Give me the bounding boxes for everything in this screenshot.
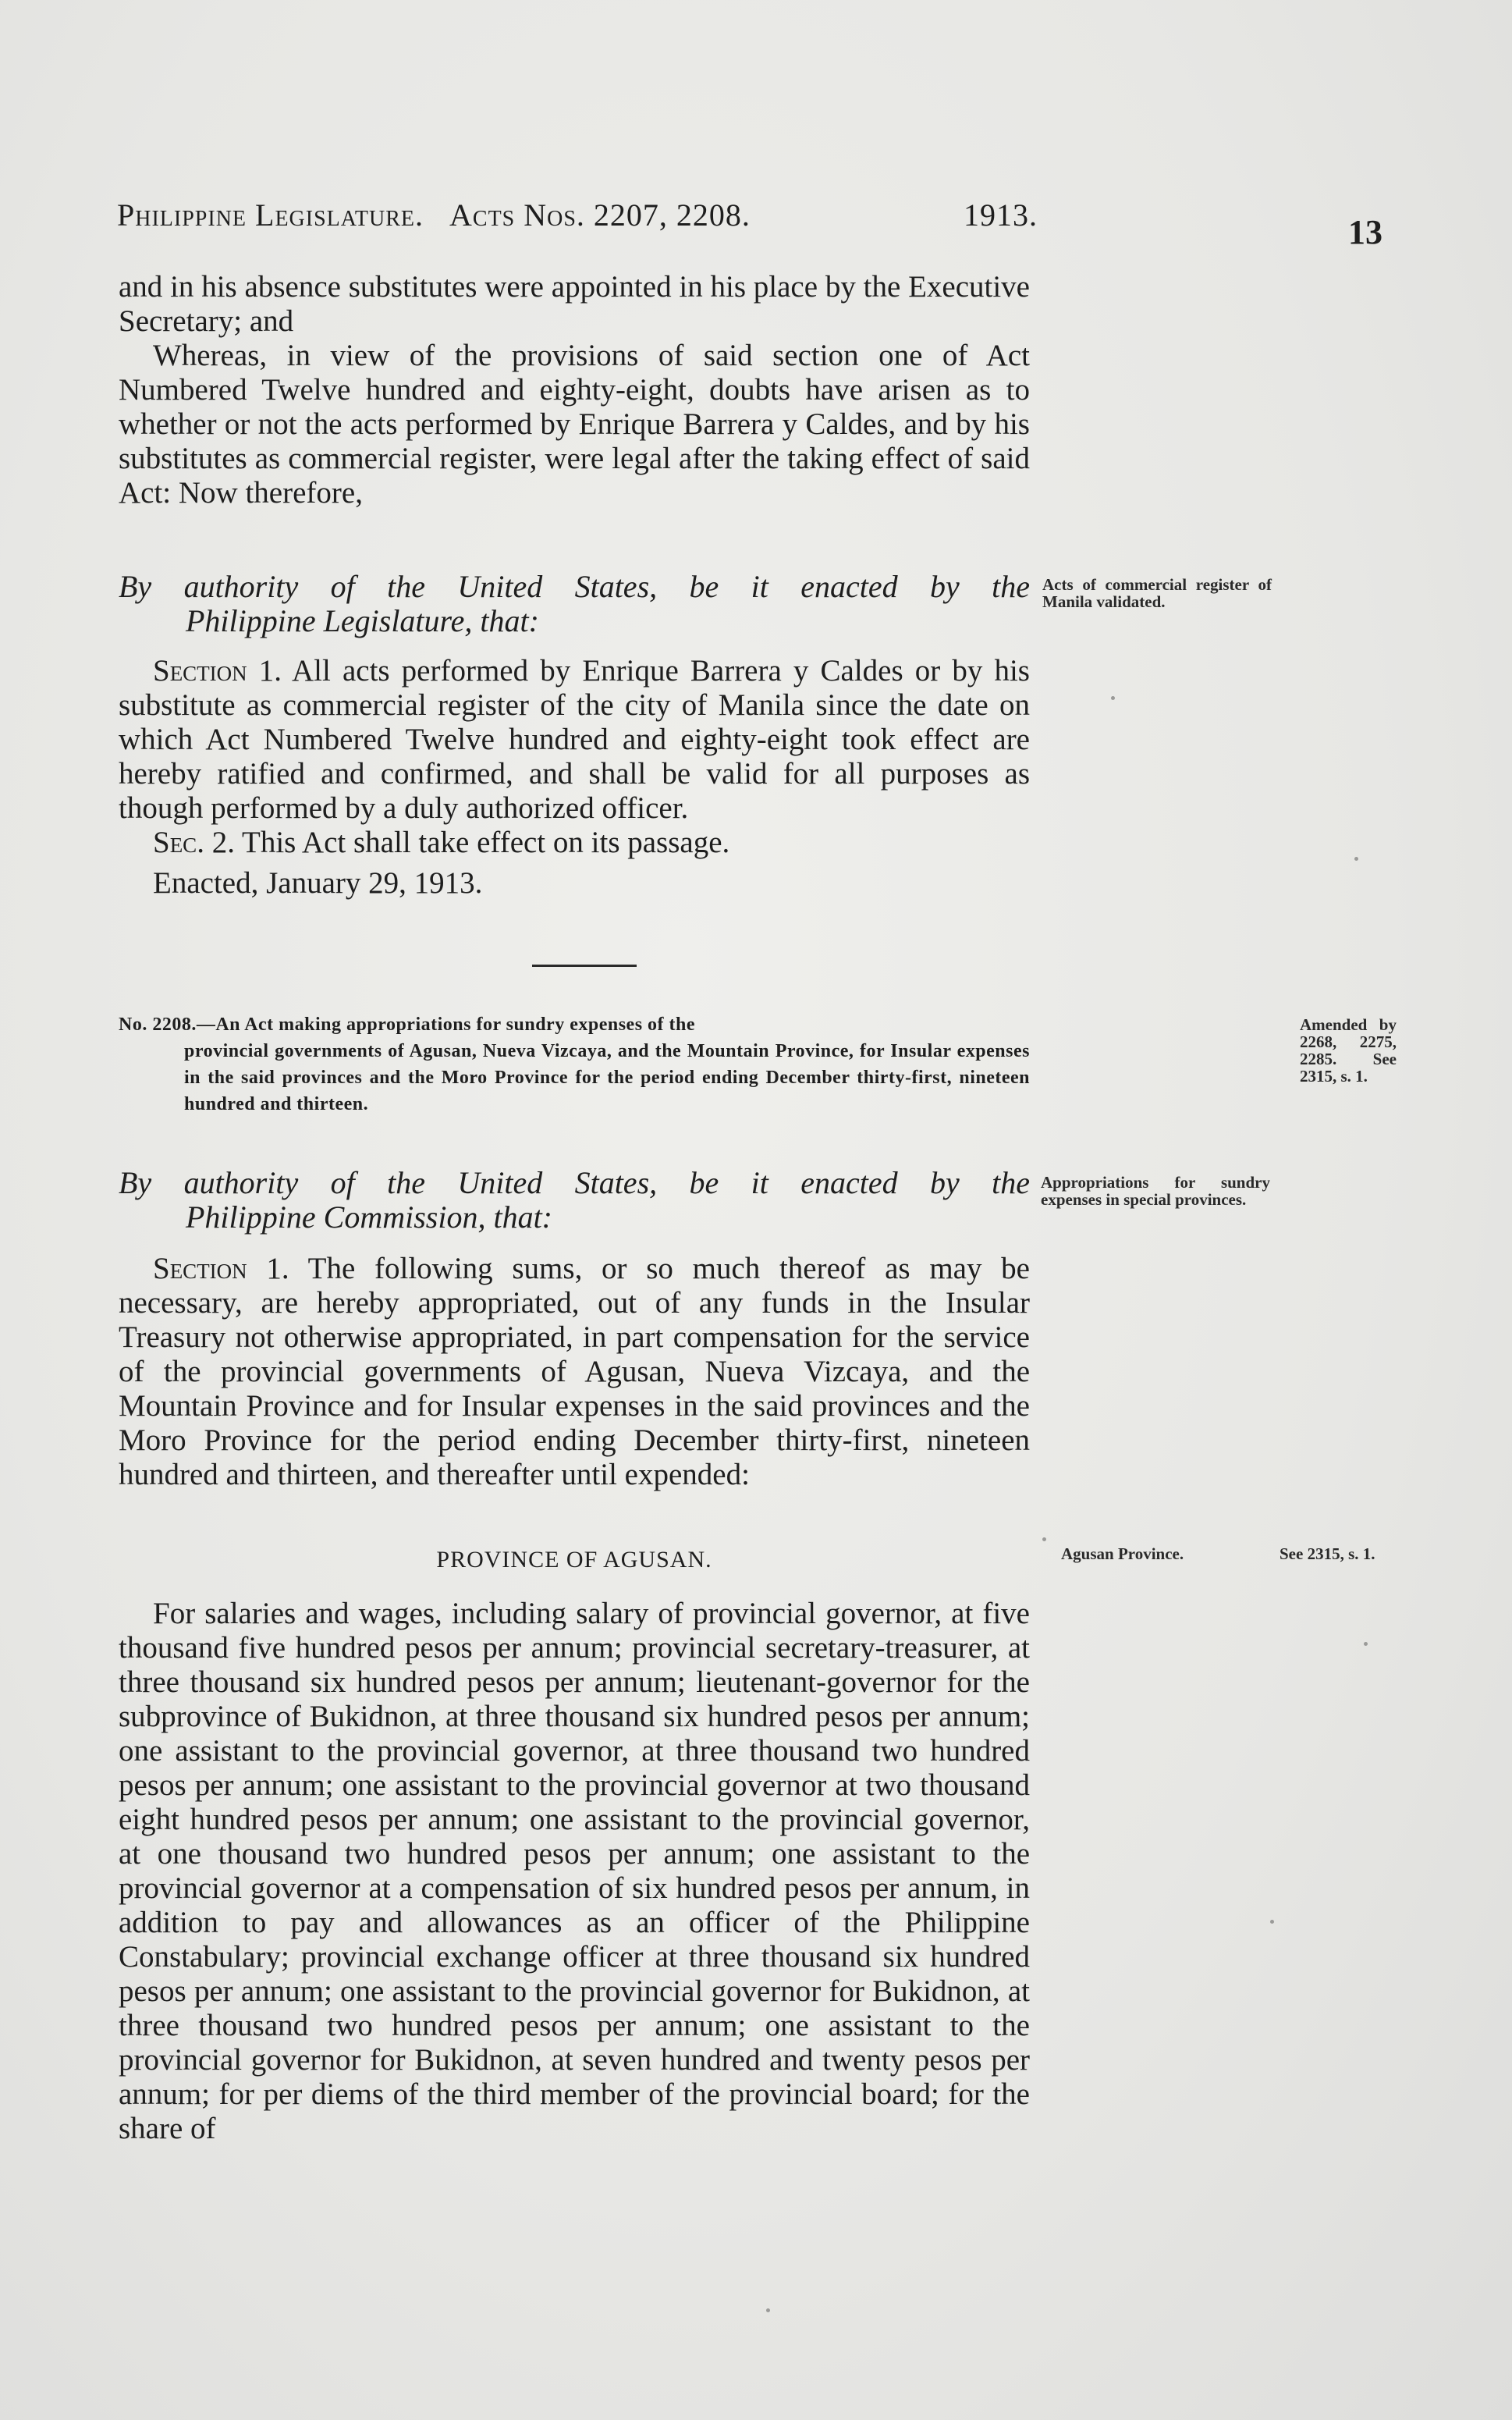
act-title-rest: provincial governments of Agusan, Nueva Vizcaya, and the Mountain Province, for Insular expenses in the said provinces and the Moro Province for the period ending December thirty-first, nineteen hundred and thirteen.	[184, 1041, 1030, 1114]
margin-note-appropriations: Appropriations for sundry expenses in special provinces.	[1041, 1173, 1270, 1209]
act-number: No. 2208.	[119, 1015, 197, 1035]
section-1-paragraph	[119, 654, 1030, 826]
act-2208-section-1-paragraph	[119, 1252, 1030, 1492]
enacted-date: Enacted, January 29, 1913.	[153, 866, 483, 900]
enacting-clause-2207	[119, 570, 1030, 638]
header-acts: Acts Nos. 2207, 2208.	[449, 197, 751, 233]
section-1-label: Section 1.	[153, 654, 282, 688]
margin-note-amended: Amended by 2268, 2275, 2285. See 2315, s. 1.	[1300, 1015, 1397, 1086]
act-2207-sections	[119, 654, 1030, 901]
header-year: 1913.	[964, 197, 1038, 233]
act-2208-title	[119, 1011, 1030, 1118]
enacting-clause-2208-line1: By authority of the United States, be it enacted by the	[119, 1165, 1030, 1200]
act-2207-preamble	[119, 270, 1030, 510]
enacting-clause-2208	[119, 1166, 1030, 1235]
section-2-label: Sec. 2.	[153, 826, 235, 859]
section-2-text: This Act shall take effect on its passage.	[242, 826, 730, 859]
margin-note-agusan: Agusan Province.	[1061, 1544, 1184, 1563]
salaries-paragraph: For salaries and wages, including salary of provincial governor, at five thousand five hundred pesos per annum; provincial secretary-treasurer, at three thousand six hundred pesos per annum; lieutenant-governor for the subprovince of Bukidnon, at three thousand six hundred pesos per annum; one assistant to the provincial governor, at three thousand two hundred pesos per annum; one assistant to the provincial governor at two thousand eight hundred pesos per annum; one assistant to the provincial governor, at one thousand two hundred pesos per annum; one assistant to the provincial governor at a compensation of six hundred pesos per annum, in addition to pay and allowances as an officer of the Philippine Constabulary; provincial exchange officer at three thousand six hundred pesos per annum; one assistant to the provincial governor for Bukidnon, at three thousand two hundred pesos per annum; one assistant to the provincial governor for Bukidnon, at seven hundred and twenty pesos per annum; for per diems of the third member of the provincial board; for the share of	[119, 1597, 1030, 2145]
running-header	[117, 197, 1038, 233]
margin-note-see-2315: See 2315, s. 1.	[1280, 1544, 1375, 1563]
salaries-section	[119, 1597, 1030, 2146]
province-heading: PROVINCE OF AGUSAN.	[436, 1547, 712, 1572]
act-2208-section-1	[119, 1252, 1030, 1492]
enacting-clause-2208-line2: Philippine Commission, that:	[186, 1199, 552, 1235]
act-2208-section-1-label: Section 1.	[153, 1252, 289, 1285]
section-1-text: All acts performed by Enrique Barrera y Caldes or by his substitute as commercial register of the city of Manila since the date on which Act Numbered Twelve hundred and eighty-eight took effect are hereby ratified and confirmed, and shall be valid for all purposes as though performed by a duly authorized officer.	[119, 654, 1030, 825]
margin-note-acts-validated: Acts of commercial register of Manila validated.	[1042, 575, 1272, 611]
whereas-paragraph: Whereas, in view of the provisions of said section one of Act Numbered Twelve hundred and eighty-eight, doubts have arisen as to whether or not the acts performed by Enrique Barrera y Caldes, and by his substitutes as commercial register, were legal after the taking effect of said Act: Now therefore,	[119, 339, 1030, 510]
enacting-clause-line2: Philippine Legislature, that:	[186, 603, 539, 638]
header-title: Philippine Legislature.	[117, 197, 424, 233]
act-title-line1: —An Act making appropriations for sundry expenses of the	[196, 1015, 696, 1035]
act-2208-section-1-text: The following sums, or so much thereof as may be necessary, are hereby appropriated, out of any funds in the Insular Treasury not otherwise appropriated, in part compensation for the service of the provincial governments of Agusan, Nueva Vizcaya, and the Mountain Province and for Insular expenses in the said provinces and the Moro Province for the period ending December thirty-first, nineteen hundred and thirteen, and thereafter until expended:	[119, 1252, 1030, 1491]
section-divider	[532, 965, 637, 967]
section-2-paragraph	[119, 826, 1030, 860]
continuation-paragraph: and in his absence substitutes were appointed in his place by the Executive Secretary; and	[119, 270, 1030, 338]
enacting-clause-line1: By authority of the United States, be it enacted by the	[119, 569, 1030, 604]
page-number: 13	[1348, 213, 1382, 251]
